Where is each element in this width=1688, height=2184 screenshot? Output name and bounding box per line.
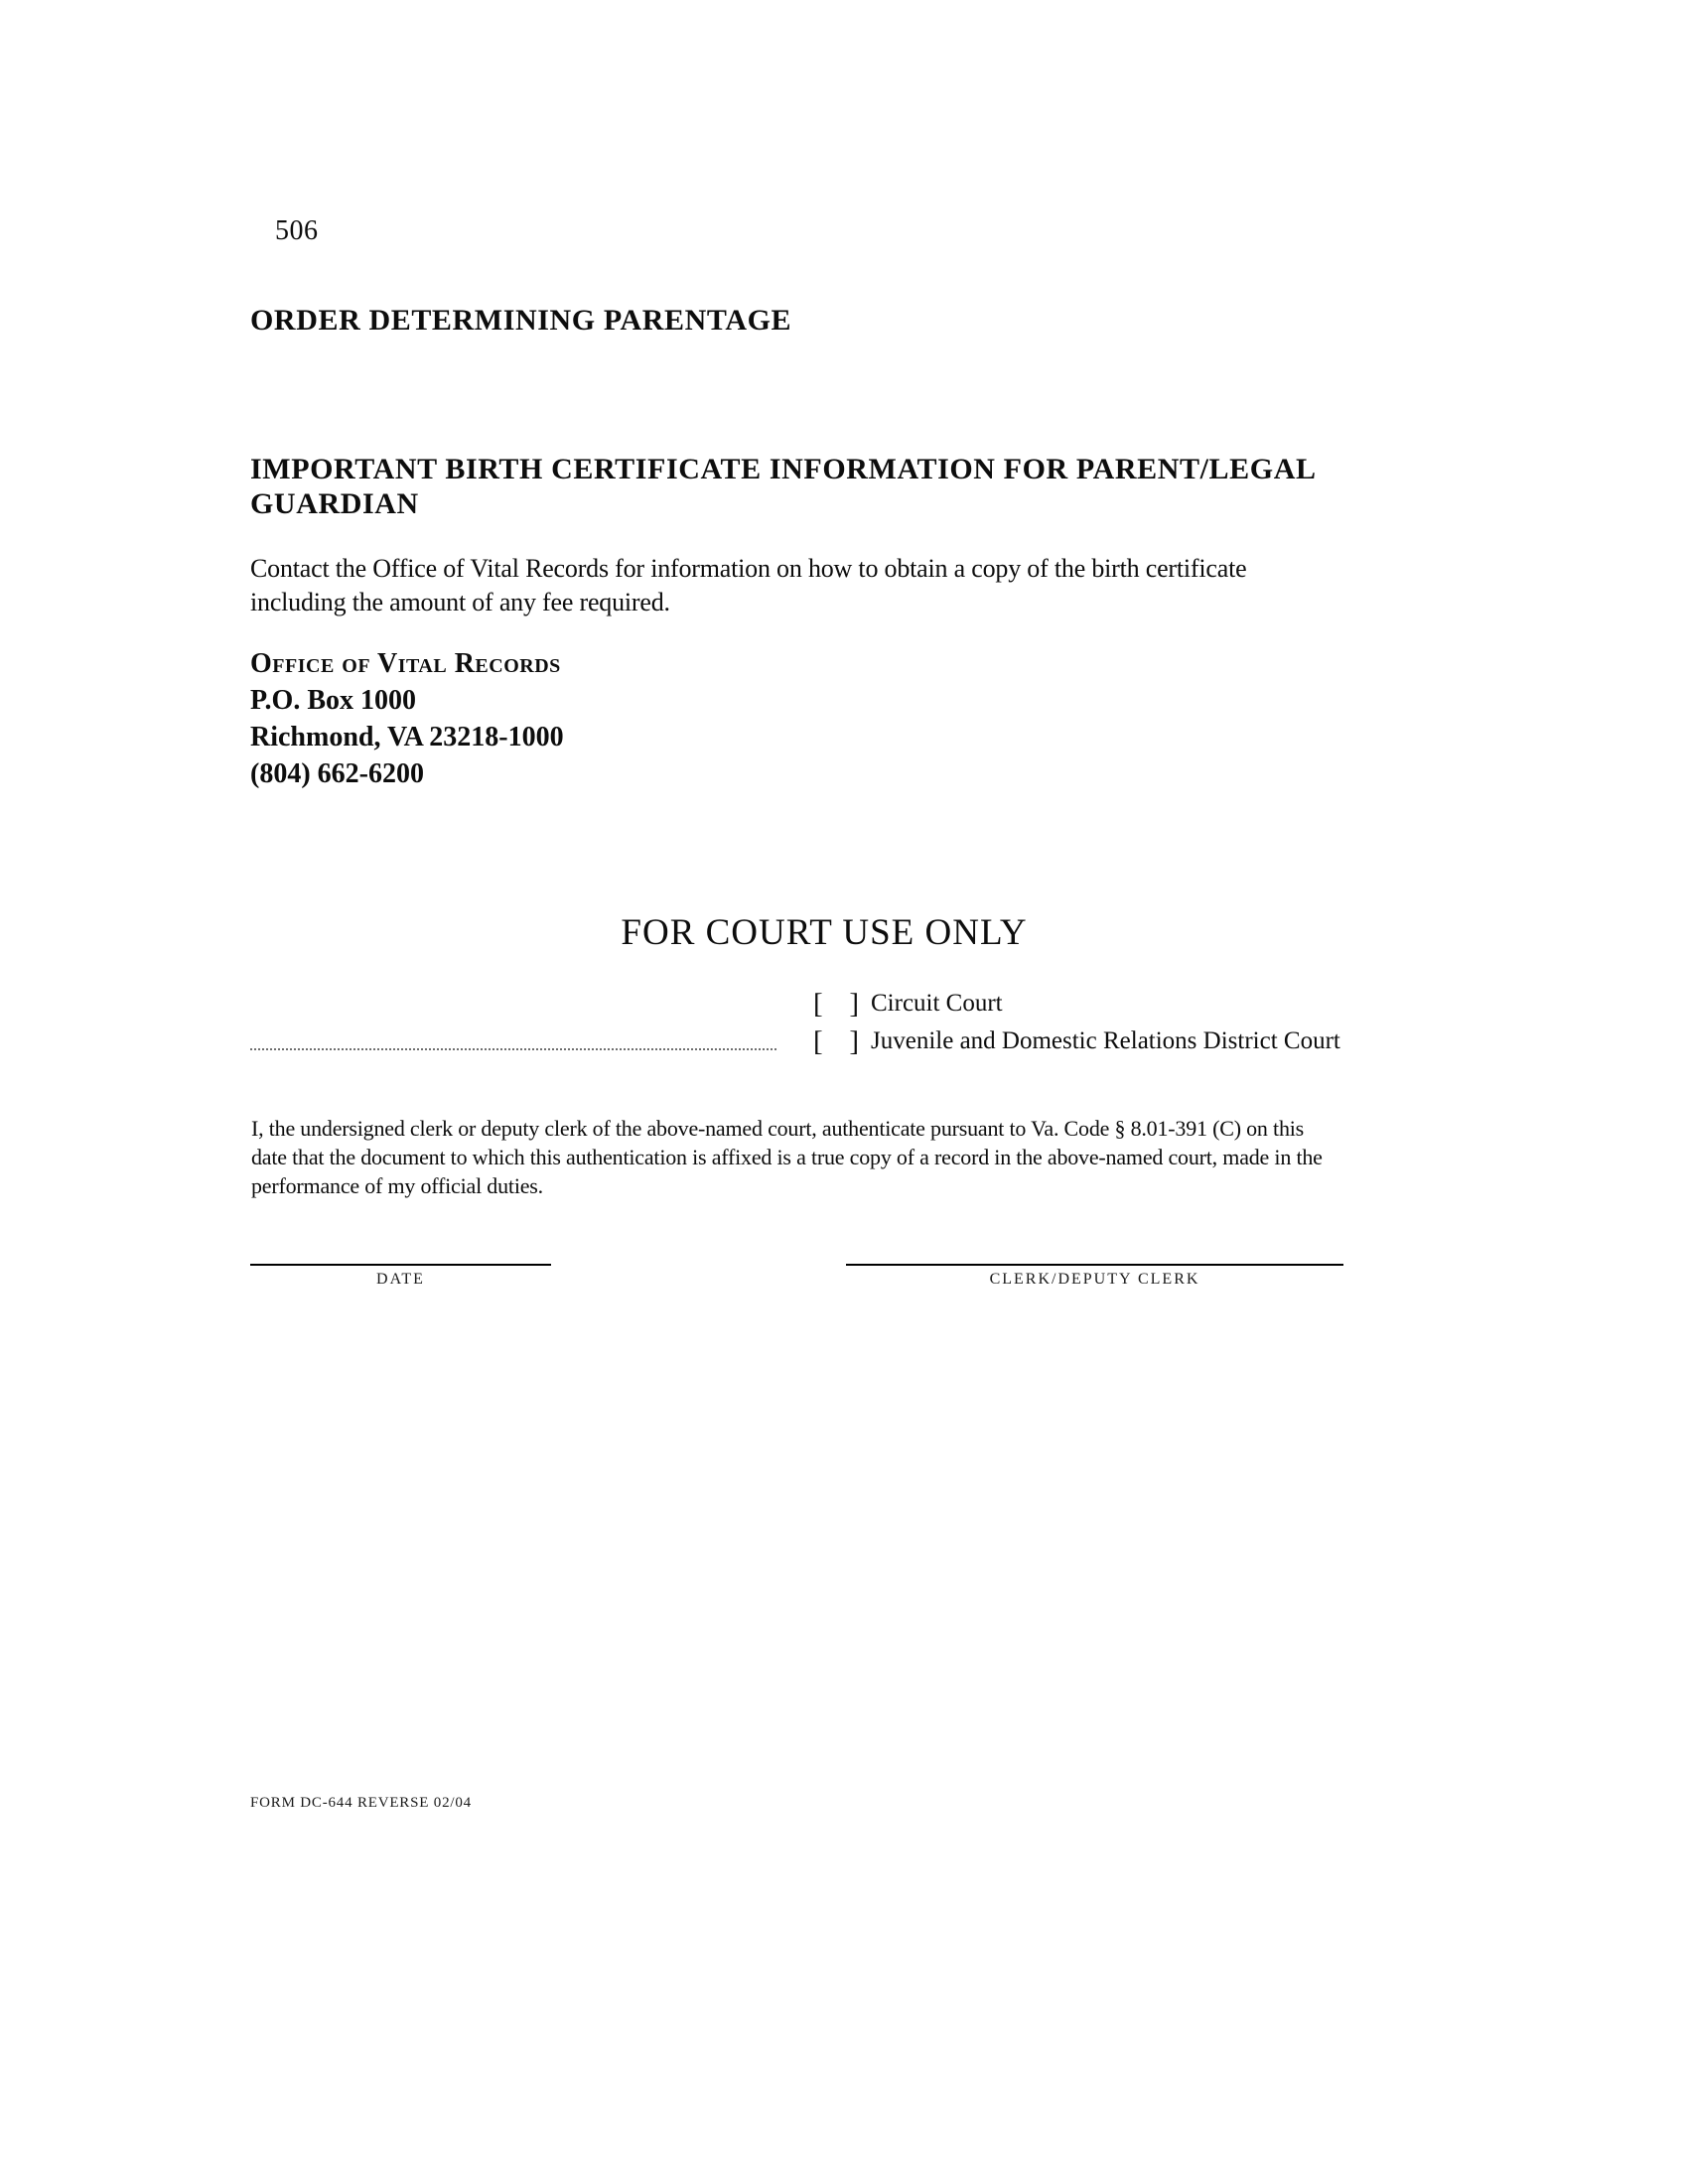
checkbox-open-bracket: [ — [813, 988, 823, 1020]
date-signature-line[interactable] — [250, 1264, 551, 1266]
checkbox-close-bracket: ] — [849, 1025, 859, 1057]
certification-line1: I, the undersigned clerk or deputy clerk of the above-named court, authenticate pursuant to Va. Code § 8.01-391 (C) on this — [251, 1116, 1305, 1141]
office-phone: (804) 662-6200 — [250, 758, 424, 789]
certification-line2: date that the document to which this authentication is affixed is a true copy of a record in the above-named court, made in the — [251, 1145, 1323, 1169]
notice-heading-line2: GUARDIAN — [250, 487, 419, 520]
checkbox-close-bracket: ] — [849, 988, 859, 1020]
date-label: DATE — [376, 1271, 425, 1288]
clerk-signature-line[interactable] — [846, 1264, 1343, 1266]
court-name-dotted-fill-line[interactable] — [250, 1048, 776, 1050]
office-of-vital-records-address — [250, 645, 564, 792]
office-city-state-zip: Richmond, VA 23218-1000 — [250, 722, 564, 752]
circuit-court-checkbox[interactable] — [813, 990, 859, 1019]
circuit-court-label: Circuit Court — [871, 990, 1003, 1017]
contact-paragraph-line2: including the amount of any fee required. — [250, 588, 670, 616]
for-court-use-only-heading: FOR COURT USE ONLY — [621, 912, 1028, 953]
vital-records-contact-paragraph — [250, 552, 1246, 619]
birth-certificate-notice-heading — [250, 452, 1317, 521]
jdr-court-label: Juvenile and Domestic Relations District Court — [871, 1027, 1340, 1054]
certification-line3: performance of my official duties. — [251, 1173, 543, 1198]
jdr-court-checkbox[interactable] — [813, 1027, 859, 1056]
form-number-footer: FORM DC-644 REVERSE 02/04 — [250, 1795, 472, 1811]
document-title: ORDER DETERMINING PARENTAGE — [250, 304, 792, 337]
clerk-certification-paragraph — [251, 1114, 1323, 1200]
clerk-deputy-clerk-label: CLERK/DEPUTY CLERK — [989, 1271, 1200, 1288]
page-number: 506 — [275, 215, 319, 246]
jdr-court-option — [813, 1027, 1340, 1056]
contact-paragraph-line1: Contact the Office of Vital Records for information on how to obtain a copy of the birth certificate — [250, 554, 1247, 583]
office-po-box: P.O. Box 1000 — [250, 685, 416, 716]
circuit-court-option — [813, 990, 1003, 1019]
notice-heading-line1: IMPORTANT BIRTH CERTIFICATE INFORMATION FOR PARENT/LEGAL — [250, 453, 1317, 485]
checkbox-open-bracket: [ — [813, 1025, 823, 1057]
office-name: Office of Vital Records — [250, 648, 561, 679]
